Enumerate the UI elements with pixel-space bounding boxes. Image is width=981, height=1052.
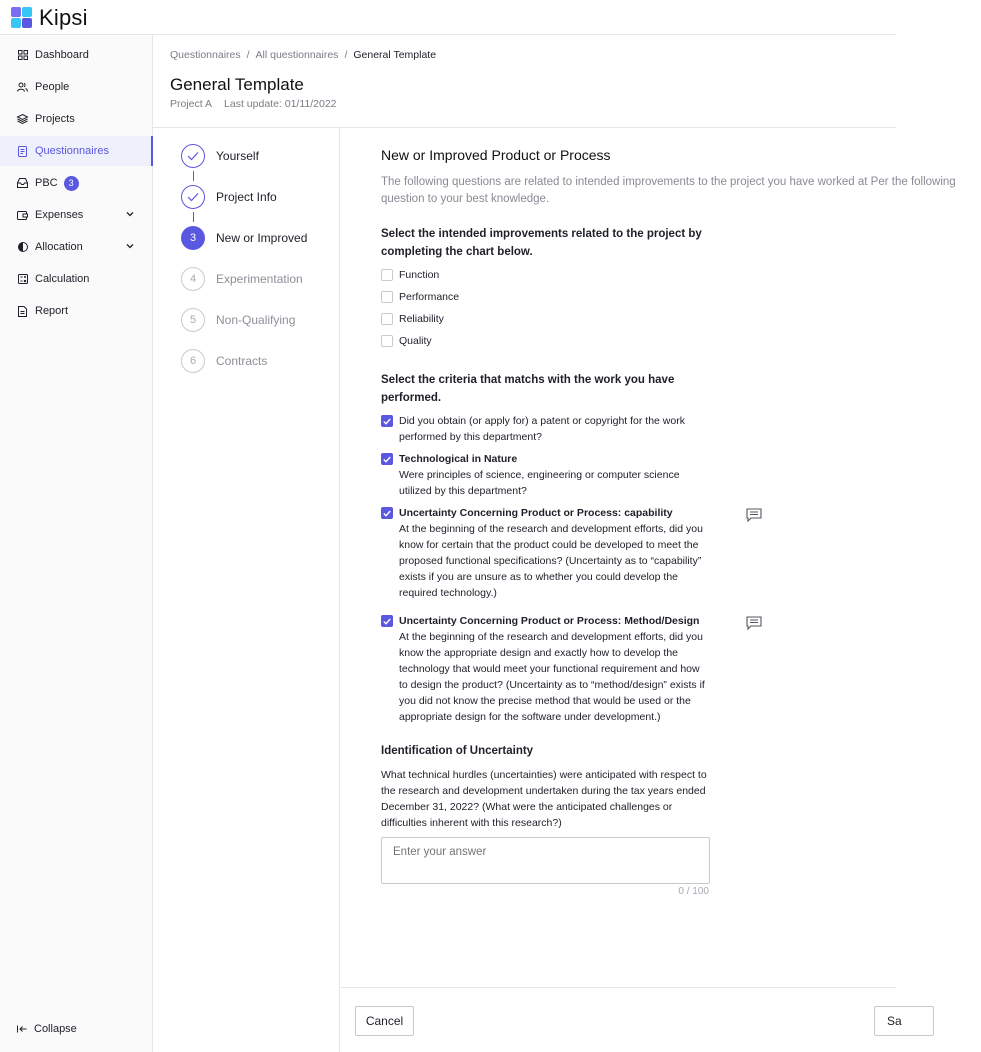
last-update: Last update: 01/11/2022 bbox=[224, 98, 337, 110]
criteria-title: Technological in Nature bbox=[399, 453, 518, 465]
cancel-button[interactable]: Cancel bbox=[355, 1006, 414, 1036]
sidebar-item-label: Calculation bbox=[35, 273, 90, 285]
breadcrumb-separator: / bbox=[344, 49, 348, 61]
wallet-icon bbox=[17, 210, 28, 221]
option-label: Quality bbox=[399, 335, 432, 347]
criteria-item-capability[interactable] bbox=[381, 505, 711, 601]
step-connector bbox=[193, 212, 194, 222]
criteria-text bbox=[399, 505, 711, 601]
step-label: Experimentation bbox=[216, 272, 303, 286]
improvement-option-performance[interactable] bbox=[381, 291, 459, 303]
section-description: The following questions are related to intended improvements to the project you have worked at Per the following question to your best knowledge. bbox=[381, 176, 956, 205]
option-label: Function bbox=[399, 269, 440, 281]
uncertainty-answer-input[interactable] bbox=[381, 837, 710, 884]
comment-icon[interactable] bbox=[746, 508, 762, 522]
check-icon bbox=[181, 144, 205, 168]
pbc-count-badge: 3 bbox=[64, 176, 79, 191]
step-number: 5 bbox=[181, 308, 205, 332]
improvements-question: Select the intended improvements related to the project by completing the chart below. bbox=[381, 228, 702, 258]
inbox-icon bbox=[17, 178, 28, 189]
step-experimentation[interactable] bbox=[181, 267, 303, 291]
criteria-text bbox=[399, 613, 711, 725]
criteria-item-patent[interactable] bbox=[381, 413, 711, 445]
sidebar-item-expenses[interactable] bbox=[0, 200, 152, 230]
sidebar bbox=[0, 35, 153, 1052]
character-counter: 0 / 100 bbox=[678, 886, 709, 897]
breadcrumb-current: General Template bbox=[353, 49, 437, 61]
app-logo[interactable] bbox=[11, 5, 88, 31]
criteria-title: Uncertainty Concerning Product or Process: Method/Design bbox=[399, 615, 700, 627]
checkbox-checked[interactable] bbox=[381, 415, 393, 427]
form-footer bbox=[341, 987, 902, 1052]
step-label: Contracts bbox=[216, 354, 268, 368]
step-yourself[interactable] bbox=[181, 144, 259, 168]
criteria-text bbox=[399, 451, 711, 499]
option-label: Reliability bbox=[399, 313, 444, 325]
sidebar-item-label: Allocation bbox=[35, 241, 83, 253]
criteria-description: At the beginning of the research and development efforts, did you know for certain that the product could be developed to meet the proposed functional specifications? (Uncertainty as to “capability” exists if you are unsure as to whether you could develop the required technology.) bbox=[399, 523, 703, 599]
sidebar-item-label: Dashboard bbox=[35, 49, 89, 61]
checkbox[interactable] bbox=[381, 313, 393, 325]
option-label: Performance bbox=[399, 291, 460, 303]
dashboard-icon bbox=[17, 50, 28, 61]
sidebar-item-dashboard[interactable] bbox=[0, 40, 152, 70]
collapse-sidebar-button[interactable] bbox=[17, 1023, 77, 1035]
breadcrumb-questionnaires[interactable]: Questionnaires bbox=[170, 49, 241, 61]
step-number: 4 bbox=[181, 267, 205, 291]
report-icon bbox=[17, 306, 28, 317]
chevron-down-icon[interactable] bbox=[126, 210, 134, 218]
stepper bbox=[153, 128, 340, 1052]
people-icon bbox=[17, 82, 28, 93]
document-icon bbox=[17, 146, 28, 157]
sidebar-item-calculation[interactable] bbox=[0, 264, 152, 294]
app-name: Kipsi bbox=[39, 5, 88, 30]
breadcrumb bbox=[170, 49, 436, 61]
save-button[interactable]: Sa bbox=[874, 1006, 934, 1036]
breadcrumb-all-questionnaires[interactable]: All questionnaires bbox=[255, 49, 339, 61]
step-contracts[interactable] bbox=[181, 349, 267, 373]
calculator-icon bbox=[17, 274, 28, 285]
criteria-question: Select the criteria that matchs with the work you have performed. bbox=[381, 374, 675, 404]
checkbox[interactable] bbox=[381, 291, 393, 303]
step-number: 3 bbox=[181, 226, 205, 250]
step-number: 6 bbox=[181, 349, 205, 373]
page-title: General Template bbox=[170, 75, 304, 94]
sidebar-item-label: Projects bbox=[35, 113, 75, 125]
pie-icon bbox=[17, 242, 28, 253]
comment-icon[interactable] bbox=[746, 616, 762, 630]
step-connector bbox=[193, 171, 194, 181]
collapse-arrow-icon bbox=[17, 1025, 27, 1033]
collapse-label: Collapse bbox=[34, 1023, 77, 1035]
top-bar bbox=[0, 0, 896, 35]
uncertainty-title: Identification of Uncertainty bbox=[381, 745, 534, 757]
sidebar-item-label: People bbox=[35, 81, 70, 93]
criteria-item-technological[interactable] bbox=[381, 451, 711, 499]
improvement-option-function[interactable] bbox=[381, 269, 439, 281]
layers-icon bbox=[17, 114, 28, 125]
sidebar-item-label: Report bbox=[35, 305, 69, 317]
sidebar-item-questionnaires[interactable] bbox=[0, 136, 152, 166]
step-project-info[interactable] bbox=[181, 185, 277, 209]
criteria-description: Were principles of science, engineering or computer science utilized by this department? bbox=[399, 469, 680, 497]
project-name: Project A bbox=[170, 98, 213, 110]
checkbox[interactable] bbox=[381, 335, 393, 347]
sidebar-item-label: Expenses bbox=[35, 209, 84, 221]
step-new-or-improved[interactable] bbox=[181, 226, 307, 250]
sidebar-item-projects[interactable] bbox=[0, 104, 152, 134]
criteria-description: Did you obtain (or apply for) a patent or copyright for the work performed by this department? bbox=[399, 415, 685, 443]
section-title: New or Improved Product or Process bbox=[381, 147, 611, 163]
chevron-down-icon[interactable] bbox=[126, 242, 134, 250]
sidebar-item-label: PBC bbox=[35, 177, 58, 189]
checkbox-checked[interactable] bbox=[381, 453, 393, 465]
criteria-text bbox=[399, 413, 711, 445]
kipsi-logo-icon bbox=[11, 7, 33, 29]
questionnaire-form bbox=[341, 128, 956, 988]
step-label: Yourself bbox=[216, 149, 259, 163]
breadcrumb-separator: / bbox=[246, 49, 250, 61]
sidebar-item-pbc[interactable] bbox=[0, 168, 152, 198]
checkbox-checked[interactable] bbox=[381, 507, 393, 519]
step-label: Non-Qualifying bbox=[216, 313, 296, 327]
sidebar-item-label: Questionnaires bbox=[35, 145, 109, 157]
page-meta bbox=[170, 98, 337, 110]
checkbox-checked[interactable] bbox=[381, 615, 393, 627]
sidebar-item-allocation[interactable] bbox=[0, 232, 152, 262]
criteria-description: At the beginning of the research and development efforts, did you know the appropriate design and exactly how to develop the technology that would meet your functional requirement and how to design the product? (Uncertainty as to “method/design” exists if you did not know the precise method that would be used or the appropriate design for the software under development.) bbox=[399, 631, 705, 723]
step-label: Project Info bbox=[216, 190, 277, 204]
improvement-option-reliability[interactable] bbox=[381, 313, 444, 325]
sidebar-item-report[interactable] bbox=[0, 296, 152, 326]
sidebar-item-people[interactable] bbox=[0, 72, 152, 102]
improvement-option-quality[interactable] bbox=[381, 335, 432, 347]
criteria-title: Uncertainty Concerning Product or Process: capability bbox=[399, 507, 673, 519]
criteria-item-method-design[interactable] bbox=[381, 613, 711, 725]
uncertainty-question: What technical hurdles (uncertainties) were anticipated with respect to the research and development undertaken during the tax years ended December 31, 2022? (What were the anticipated challenges or difficulties inherent with this research?) bbox=[381, 769, 707, 829]
checkbox[interactable] bbox=[381, 269, 393, 281]
step-label: New or Improved bbox=[216, 231, 308, 245]
step-non-qualifying[interactable] bbox=[181, 308, 295, 332]
check-icon bbox=[181, 185, 205, 209]
